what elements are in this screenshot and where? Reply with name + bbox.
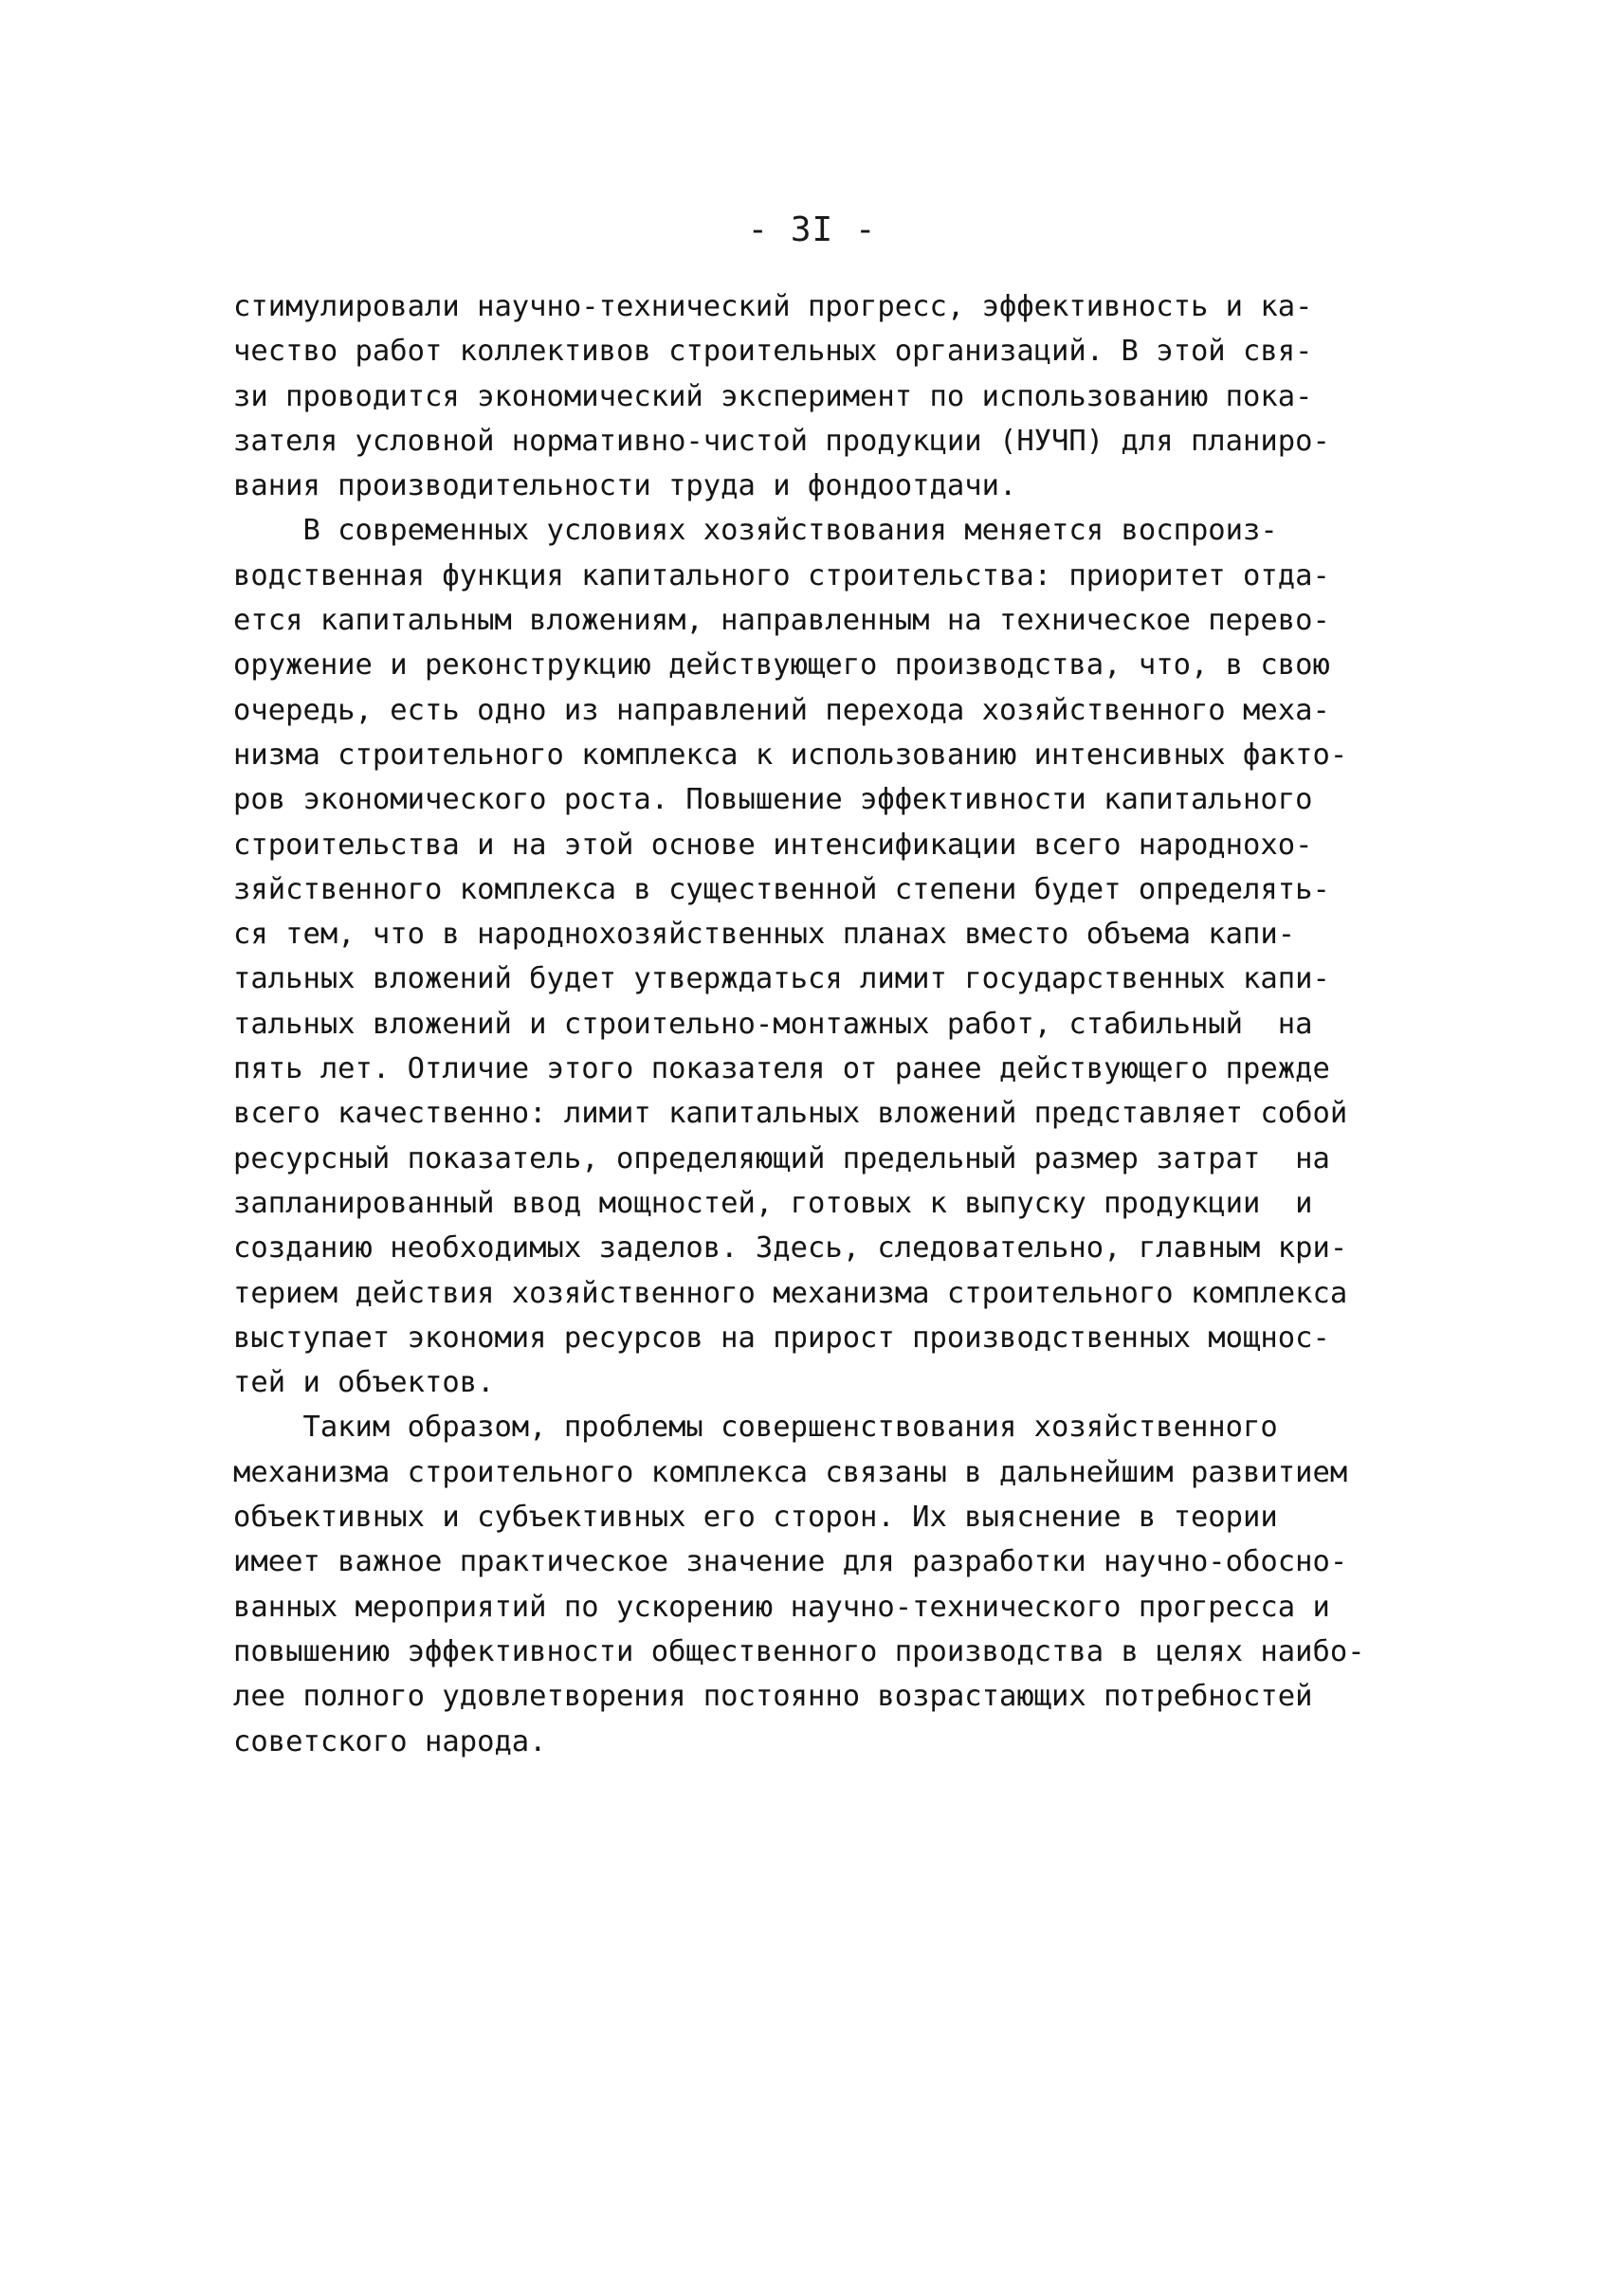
text-line: тальных вложений будет утверждаться лимит государственных капи- — [233, 962, 1330, 996]
text-line: низма строительного комплекса к использованию интенсивных факто- — [233, 738, 1348, 772]
text-line: тальных вложений и строительно-монтажных работ, стабильный на — [233, 1007, 1313, 1041]
text-line: механизма строительного комплекса связаны в дальнейшим развитием — [233, 1455, 1348, 1489]
page-number: - 3I - — [747, 210, 877, 249]
text-line: объективных и субъективных его сторон. Их выяснение в теории — [233, 1501, 1278, 1535]
text-line: лее полного удовлетворения постоянно возрастающих потребностей — [233, 1680, 1313, 1714]
paragraph-3 — [233, 1405, 1418, 1763]
text-line: очередь, есть одно из направлений перехода хозяйственного меха- — [233, 693, 1330, 727]
text-line: чество работ коллективов строительных организаций. В этой свя- — [233, 335, 1313, 369]
text-line: зяйственного комплекса в существенной степени будет определять- — [233, 872, 1330, 906]
text-line: стимулировали научно-технический прогресс, эффективность и ка- — [233, 290, 1313, 323]
body-text — [233, 284, 1418, 1764]
text-line: В современных условиях хозяйствования меняется воспроиз- — [233, 514, 1278, 548]
text-line: выступает экономия ресурсов на прирост производственных мощнос- — [233, 1321, 1330, 1355]
text-line: советского народа. — [233, 1724, 547, 1758]
text-line: ров экономического роста. Повышение эффективности капитального — [233, 783, 1313, 817]
text-line: тей и объектов. — [233, 1366, 495, 1400]
text-line: пять лет. Отличие этого показателя от ранее действующего прежде — [233, 1052, 1330, 1086]
text-line: зи проводится экономический эксперимент по использованию пока- — [233, 379, 1313, 413]
text-line: ресурсный показатель, определяющий предельный размер затрат на — [233, 1141, 1330, 1175]
text-line: Таким образом, проблемы совершенствования хозяйственного — [233, 1411, 1278, 1445]
text-line: всего качественно: лимит капитальных вложений представляет собой — [233, 1097, 1348, 1131]
text-line: ся тем, что в народнохозяйственных планах вместо объема капи- — [233, 918, 1296, 952]
text-line: терием действия хозяйственного механизма строительного комплекса — [233, 1276, 1348, 1310]
text-line: ется капитальным вложениям, направленным на техническое перево- — [233, 604, 1330, 638]
text-line: созданию необходимых заделов. Здесь, следовательно, главным кри- — [233, 1231, 1348, 1266]
text-line: запланированный ввод мощностей, готовых к выпуску продукции и — [233, 1186, 1313, 1220]
text-line: водственная функция капитального строительства: приоритет отда- — [233, 558, 1330, 592]
text-line: имеет важное практическое значение для разработки научно-обосно- — [233, 1545, 1348, 1579]
text-line: оружение и реконструкцию действующего производства, что, в свою — [233, 648, 1330, 683]
text-line: строительства и на этой основе интенсификации всего народнохо- — [233, 828, 1313, 862]
text-line: зателя условной нормативно-чистой продукции (НУЧП) для планиро- — [233, 424, 1330, 458]
paragraph-2 — [233, 508, 1418, 1405]
text-line: повышению эффективности общественного производства в целях наибо- — [233, 1634, 1365, 1668]
paragraph-1 — [233, 284, 1418, 508]
text-line: ванных мероприятий по ускорению научно-технического прогресса и — [233, 1590, 1330, 1624]
text-line: вания производительности труда и фондоотдачи. — [233, 469, 1017, 503]
